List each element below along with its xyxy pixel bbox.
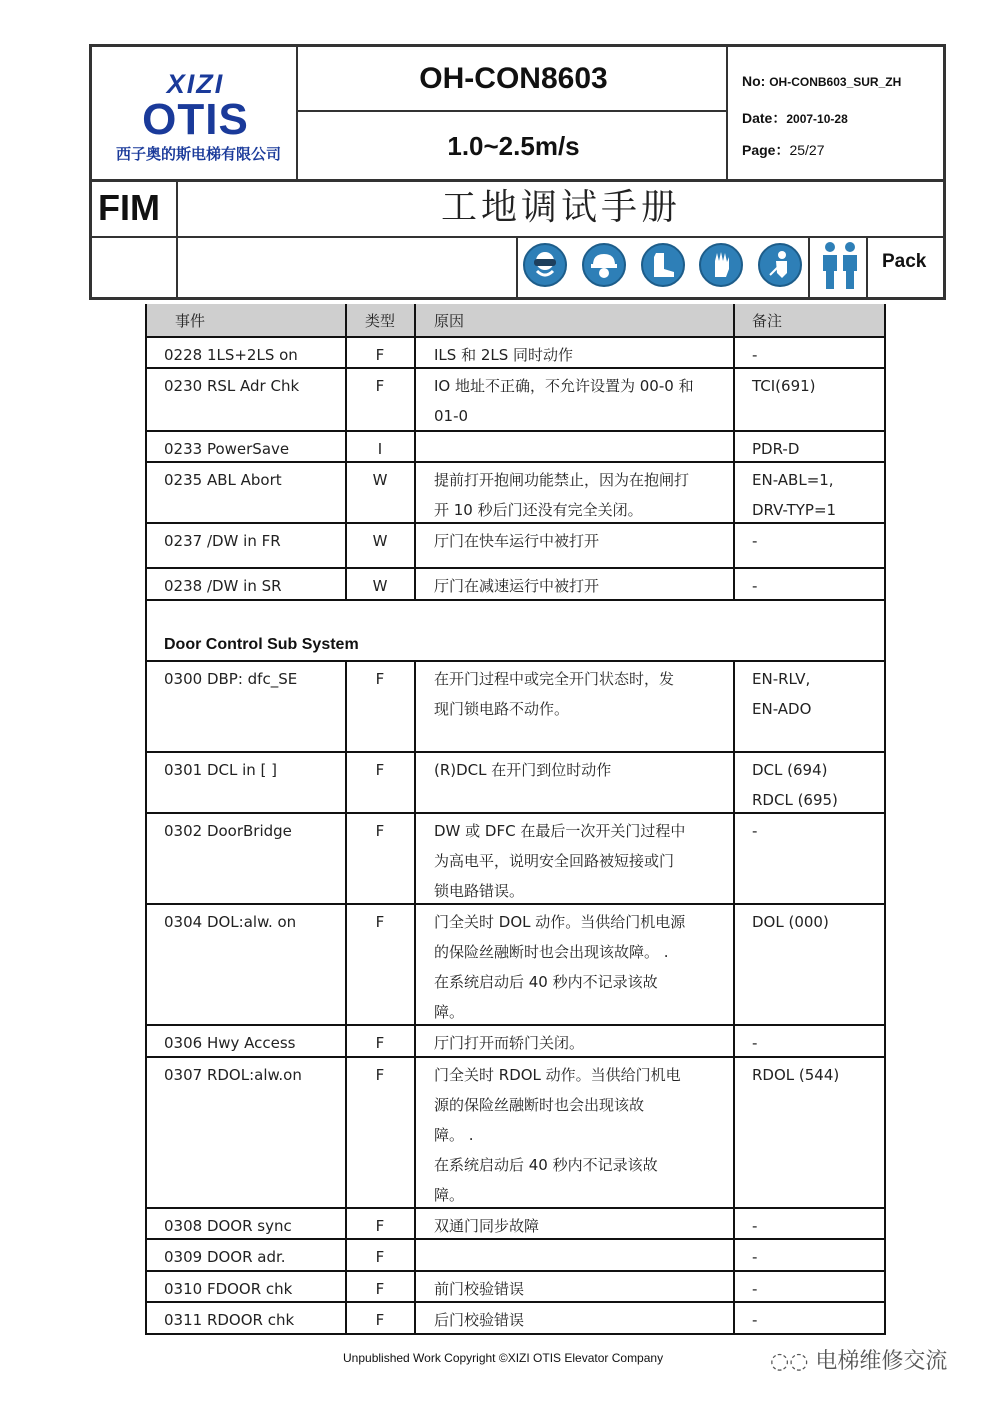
column-divider <box>145 461 147 522</box>
copyright-text: Unpublished Work Copyright ©XIZI OTIS Elevator Company <box>343 1351 664 1365</box>
column-divider <box>733 461 735 522</box>
cell-line: DRV-TYP=1 <box>752 501 837 519</box>
column-divider <box>884 599 886 660</box>
cell-line: EN-RLV, <box>752 670 811 688</box>
column-divider <box>414 1238 416 1270</box>
column-divider <box>733 1301 735 1333</box>
harness-icon <box>758 243 802 287</box>
cell-line: 门全关时 DOL 动作。当供给门机电源 <box>434 913 686 931</box>
column-divider <box>345 1024 347 1056</box>
type-cell: F <box>375 670 385 688</box>
cell-line: 现门锁电路不动作。 <box>434 700 570 718</box>
note-cell <box>752 1207 882 1238</box>
column-divider <box>145 903 147 1024</box>
goggles-icon <box>523 243 567 287</box>
column-divider <box>345 304 347 336</box>
column-divider <box>414 430 416 461</box>
column-divider <box>733 1207 735 1238</box>
column-divider <box>414 903 416 1024</box>
column-divider <box>884 367 886 430</box>
column-divider <box>145 1270 147 1301</box>
table-row <box>145 522 886 567</box>
reason-cell <box>434 1024 724 1056</box>
column-divider <box>733 1238 735 1270</box>
column-divider <box>884 1056 886 1207</box>
cell-line: RDCL (695) <box>752 791 838 809</box>
column-divider <box>345 1238 347 1270</box>
glove-icon <box>699 243 743 287</box>
reason-cell <box>434 1207 724 1238</box>
column-divider <box>733 336 735 367</box>
document-number <box>742 73 901 89</box>
table-row <box>145 567 886 599</box>
cell-line: PDR-D <box>752 440 800 458</box>
document-date <box>742 108 848 128</box>
date-label: Date： <box>742 110 787 126</box>
column-divider <box>414 367 416 430</box>
column-divider <box>145 660 147 751</box>
column-divider <box>145 567 147 599</box>
cell-line: - <box>752 1280 758 1298</box>
column-divider <box>884 336 886 367</box>
logo-company-name: 西子奥的斯电梯有限公司 <box>115 145 281 163</box>
cell-line: - <box>752 1248 758 1266</box>
event-cell: 0228 1LS+2LS on <box>164 346 298 364</box>
event-cell: 0311 RDOOR chk <box>164 1311 295 1329</box>
note-cell <box>752 1238 882 1270</box>
cell-line: 厅门打开而轿门关闭。 <box>434 1034 585 1052</box>
column-divider <box>145 1207 147 1238</box>
column-divider <box>414 522 416 567</box>
column-divider <box>414 1207 416 1238</box>
type-cell: F <box>375 1280 385 1298</box>
header-reason: 原因 <box>434 312 465 330</box>
note-cell <box>752 903 882 1024</box>
section-title: Door Control Sub System <box>164 636 359 653</box>
note-cell <box>752 751 882 812</box>
event-cell: 0233 PowerSave <box>164 440 290 458</box>
type-cell: F <box>375 1066 385 1084</box>
two-person-icon <box>817 239 863 297</box>
watermark-label: 电梯维修交流 <box>815 1349 948 1374</box>
helmet-icon <box>582 243 626 287</box>
event-table <box>145 304 886 1333</box>
column-divider <box>414 751 416 812</box>
column-divider <box>414 304 416 336</box>
column-divider <box>733 1270 735 1301</box>
column-divider <box>884 903 886 1024</box>
column-divider <box>145 1024 147 1056</box>
section-row <box>145 599 886 660</box>
table-row <box>145 336 886 367</box>
cell-line: - <box>752 346 758 364</box>
event-cell: 0302 DoorBridge <box>164 822 292 840</box>
event-cell: 0308 DOOR sync <box>164 1217 292 1235</box>
column-divider <box>145 751 147 812</box>
note-cell <box>752 1024 882 1056</box>
type-cell: F <box>375 1217 385 1235</box>
page-label: Page： <box>742 142 790 158</box>
table-row <box>145 461 886 522</box>
note-cell <box>752 812 882 903</box>
fim-label: FIM <box>98 187 160 228</box>
column-divider <box>145 1238 147 1270</box>
column-divider <box>145 812 147 903</box>
type-cell: F <box>375 377 385 395</box>
table-header-row <box>145 304 886 336</box>
logo-otis: OTIS <box>142 95 249 144</box>
table-row <box>145 812 886 903</box>
table-row <box>145 367 886 430</box>
cell-line: 障。 . <box>434 1126 474 1144</box>
table-row <box>145 751 886 812</box>
column-divider <box>345 522 347 567</box>
cell-line: TCI(691) <box>752 377 816 395</box>
event-cell: 0301 DCL in [ ] <box>164 761 278 779</box>
reason-cell <box>434 1238 724 1270</box>
cell-line: - <box>752 532 758 550</box>
column-divider <box>414 461 416 522</box>
note-cell <box>752 336 882 367</box>
column-divider <box>345 751 347 812</box>
logo-xizi: XIZI <box>166 69 225 99</box>
event-cell: 0238 /DW in SR <box>164 577 282 595</box>
column-divider <box>733 1024 735 1056</box>
column-divider <box>733 430 735 461</box>
event-cell: 0309 DOOR adr. <box>164 1248 286 1266</box>
no-label: No: <box>742 73 766 89</box>
wechat-icon: ◌◌ <box>770 1349 809 1374</box>
column-divider <box>884 751 886 812</box>
column-divider <box>733 903 735 1024</box>
column-divider <box>145 430 147 461</box>
column-divider <box>884 461 886 522</box>
column-divider <box>345 1207 347 1238</box>
type-cell: F <box>375 1311 385 1329</box>
column-divider <box>884 812 886 903</box>
column-divider <box>733 567 735 599</box>
speed-range: 1.0~2.5m/s <box>447 131 580 161</box>
type-cell: F <box>375 346 385 364</box>
column-divider <box>884 522 886 567</box>
note-cell <box>752 522 882 567</box>
column-divider <box>145 367 147 430</box>
cell-line: 在开门过程中或完全开门状态时，发 <box>434 670 675 688</box>
table-row <box>145 903 886 1024</box>
page-value: 25/27 <box>789 142 825 158</box>
cell-line: - <box>752 1034 758 1052</box>
header-type: 类型 <box>364 312 395 330</box>
column-divider <box>414 812 416 903</box>
cell-line: 在系统启动后 40 秒内不记录该故 <box>434 973 658 991</box>
type-cell: F <box>375 822 385 840</box>
column-divider <box>345 1301 347 1333</box>
header-note: 备注 <box>752 312 783 330</box>
event-cell: 0235 ABL Abort <box>164 471 282 489</box>
column-divider <box>733 812 735 903</box>
column-divider <box>345 567 347 599</box>
note-cell <box>752 567 882 599</box>
reason-cell <box>434 1270 724 1301</box>
column-divider <box>414 1024 416 1056</box>
column-divider <box>145 336 147 367</box>
reason-cell <box>434 1301 724 1333</box>
reason-cell <box>434 367 724 430</box>
company-logo <box>92 47 299 180</box>
column-divider <box>733 367 735 430</box>
type-cell: F <box>375 1034 385 1052</box>
column-divider <box>145 1301 147 1333</box>
pack-label: Pack <box>882 251 927 272</box>
column-divider <box>345 461 347 522</box>
cell-line: EN-ADO <box>752 700 812 718</box>
note-cell <box>752 660 882 751</box>
header-event: 事件 <box>175 312 206 330</box>
type-cell: F <box>375 913 385 931</box>
event-cell: 0304 DOL:alw. on <box>164 913 297 931</box>
reason-cell <box>434 1056 724 1207</box>
reason-cell <box>434 660 724 751</box>
document-header <box>89 44 946 300</box>
no-value: OH-CONB603_SUR_ZH <box>769 75 902 89</box>
cell-line: 锁电路错误。 <box>434 882 525 900</box>
reason-cell <box>434 812 724 903</box>
column-divider <box>884 1207 886 1238</box>
cell-line: 为高电平，说明安全回路被短接或门 <box>434 852 675 870</box>
page-number <box>742 140 825 160</box>
reason-cell <box>434 430 724 461</box>
cell-line: - <box>752 822 758 840</box>
type-cell: F <box>375 761 385 779</box>
column-divider <box>884 660 886 751</box>
cell-line: DOL (000) <box>752 913 829 931</box>
reason-cell <box>434 903 724 1024</box>
column-divider <box>733 522 735 567</box>
event-cell: 0237 /DW in FR <box>164 532 281 550</box>
column-divider <box>414 1301 416 1333</box>
table-row <box>145 1238 886 1270</box>
type-cell: W <box>372 471 388 489</box>
cell-line: 在系统启动后 40 秒内不记录该故 <box>434 1156 658 1174</box>
cell-line: 障。 <box>434 1003 465 1021</box>
column-divider <box>733 660 735 751</box>
column-divider <box>345 1056 347 1207</box>
cell-line: - <box>752 1311 758 1329</box>
column-divider <box>345 903 347 1024</box>
column-divider <box>733 751 735 812</box>
column-divider <box>345 367 347 430</box>
type-cell: W <box>372 532 388 550</box>
document-code: OH-CON8603 <box>419 62 608 95</box>
column-divider <box>884 1270 886 1301</box>
cell-line: 开 10 秒后门还没有完全关闭。 <box>434 501 643 519</box>
column-divider <box>145 522 147 567</box>
note-cell <box>752 1270 882 1301</box>
cell-line: 厅门在减速运行中被打开 <box>434 577 600 595</box>
date-value: 2007-10-28 <box>786 112 848 126</box>
note-cell <box>752 461 882 522</box>
type-cell: F <box>375 1248 385 1266</box>
event-cell: 0300 DBP: dfc_SE <box>164 670 298 688</box>
cell-line: 双通门同步故障 <box>434 1217 540 1235</box>
divider <box>808 238 810 297</box>
cell-line: 障。 <box>434 1186 465 1204</box>
table-row <box>145 660 886 751</box>
divider <box>516 238 518 297</box>
cell-line: 的保险丝融断时也会出现该故障。 . <box>434 943 669 961</box>
cell-line: DW 或 DFC 在最后一次开关门过程中 <box>434 822 686 840</box>
reason-cell <box>434 336 724 367</box>
cell-line: 后门校验错误 <box>434 1311 525 1329</box>
note-cell <box>752 1301 882 1333</box>
column-divider <box>884 1238 886 1270</box>
row-divider <box>145 1333 886 1335</box>
cell-line: IO 地址不正确，不允许设置为 00-0 和 <box>434 377 694 395</box>
table-row <box>145 1270 886 1301</box>
cell-line: - <box>752 577 758 595</box>
type-cell: I <box>377 440 383 458</box>
column-divider <box>733 1056 735 1207</box>
event-cell: 0307 RDOL:alw.on <box>164 1066 302 1084</box>
cell-line: EN-ABL=1, <box>752 471 834 489</box>
reason-cell <box>434 751 724 812</box>
table-row <box>145 1056 886 1207</box>
event-cell: 0230 RSL Adr Chk <box>164 377 300 395</box>
table-row <box>145 1024 886 1056</box>
column-divider <box>414 567 416 599</box>
column-divider <box>145 599 147 660</box>
table-row <box>145 430 886 461</box>
table-row <box>145 1207 886 1238</box>
column-divider <box>414 336 416 367</box>
column-divider <box>414 1056 416 1207</box>
column-divider <box>345 660 347 751</box>
cell-line: - <box>752 1217 758 1235</box>
column-divider <box>345 336 347 367</box>
column-divider <box>884 1024 886 1056</box>
note-cell <box>752 1056 882 1207</box>
cell-line: 厅门在快车运行中被打开 <box>434 532 600 550</box>
column-divider <box>414 1270 416 1301</box>
column-divider <box>345 430 347 461</box>
column-divider <box>733 304 735 336</box>
column-divider <box>145 304 147 336</box>
cell-line: 01-0 <box>434 407 469 425</box>
safety-boot-icon <box>641 243 685 287</box>
column-divider <box>145 1056 147 1207</box>
column-divider <box>884 430 886 461</box>
column-divider <box>884 304 886 336</box>
event-cell: 0306 Hwy Access <box>164 1034 296 1052</box>
divider <box>866 238 868 297</box>
column-divider <box>345 1270 347 1301</box>
column-divider <box>884 1301 886 1333</box>
column-divider <box>414 660 416 751</box>
reason-cell <box>434 522 724 567</box>
watermark-text <box>770 1344 947 1375</box>
divider <box>298 110 726 112</box>
type-cell: W <box>372 577 388 595</box>
note-cell <box>752 430 882 461</box>
cell-line: 前门校验错误 <box>434 1280 525 1298</box>
cell-line: RDOL (544) <box>752 1066 840 1084</box>
handbook-title: 工地调试手册 <box>440 187 681 228</box>
reason-cell <box>434 461 724 522</box>
cell-line: 提前打开抱闸功能禁止，因为在抱闸打 <box>434 471 690 489</box>
cell-line: (R)DCL 在开门到位时动作 <box>434 761 612 779</box>
cell-line: 源的保险丝融断时也会出现该故 <box>434 1096 645 1114</box>
column-divider <box>345 812 347 903</box>
cell-line: ILS 和 2LS 同时动作 <box>434 346 574 364</box>
cell-line: 门全关时 RDOL 动作。当供给门机电 <box>434 1066 681 1084</box>
event-cell: 0310 FDOOR chk <box>164 1280 293 1298</box>
cell-line: DCL (694) <box>752 761 828 779</box>
note-cell <box>752 367 882 430</box>
reason-cell <box>434 567 724 599</box>
column-divider <box>884 567 886 599</box>
table-row <box>145 1301 886 1333</box>
